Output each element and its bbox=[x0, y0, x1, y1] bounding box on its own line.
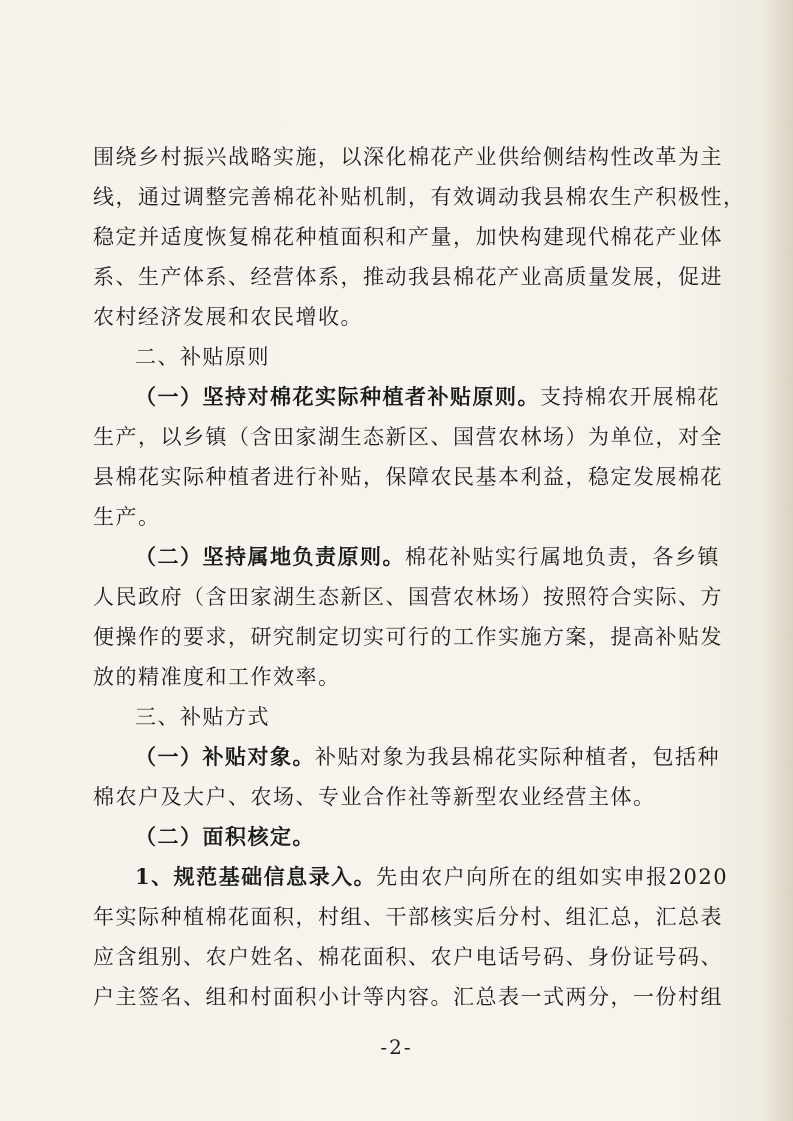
text-run: 便操作的要求，研究制定切实可行的工作实施方案，提高补贴发 bbox=[93, 625, 723, 649]
text-run: 围绕乡村振兴战略实施，以深化棉花产业供给侧结构性改革为主 bbox=[93, 145, 723, 169]
text-run: 线，通过调整完善棉花补贴机制，有效调动我县棉农生产积极性， bbox=[93, 185, 746, 209]
body-line-4 bbox=[93, 260, 723, 294]
body-line-19 bbox=[135, 860, 728, 894]
heading-text: 二、补贴原则 bbox=[135, 345, 270, 369]
body-line-11 bbox=[135, 540, 720, 574]
page-number: -2- bbox=[380, 1035, 413, 1059]
text-run: 县棉花实际种植者进行补贴，保障农民基本利益，稳定发展棉花 bbox=[93, 465, 723, 489]
body-line-2 bbox=[93, 180, 746, 214]
body-line-18 bbox=[135, 820, 315, 854]
text-run: 生产。 bbox=[93, 505, 161, 529]
text-run: 先由农户向所在的组如实申报2020 bbox=[376, 865, 729, 889]
text-run: 稳定并适度恢复棉花种植面积和产量，加快构建现代棉花产业体 bbox=[93, 225, 723, 249]
text-run: 应含组别、农户姓名、棉花面积、农户电话号码、身份证号码、 bbox=[93, 945, 723, 969]
subheading-bold: （一）补贴对象。 bbox=[135, 744, 315, 769]
text-run: 支持棉农开展棉花 bbox=[540, 385, 720, 409]
body-line-13 bbox=[93, 620, 723, 654]
text-run: 棉农户及大户、农场、专业合作社等新型农业经营主体。 bbox=[93, 785, 656, 809]
subheading-bold: （二）面积核定。 bbox=[135, 824, 315, 849]
body-line-14 bbox=[93, 660, 341, 694]
body-line-7 bbox=[135, 380, 720, 414]
body-line-21 bbox=[93, 940, 723, 974]
text-run: 放的精准度和工作效率。 bbox=[93, 665, 341, 689]
section-heading-3 bbox=[135, 700, 270, 734]
text-run: 系、生产体系、经营体系，推动我县棉花产业高质量发展，促进 bbox=[93, 265, 723, 289]
section-heading-2 bbox=[135, 340, 270, 374]
body-line-17 bbox=[93, 780, 656, 814]
body-line-5 bbox=[93, 300, 363, 334]
body-line-22 bbox=[93, 980, 723, 1014]
body-line-10 bbox=[93, 500, 161, 534]
body-line-8 bbox=[93, 420, 723, 454]
body-line-12 bbox=[93, 580, 723, 614]
text-run: 棉花补贴实行属地负责，各乡镇 bbox=[405, 545, 720, 569]
text-run: 户主签名、组和村面积小计等内容。汇总表一式两分，一份村组 bbox=[93, 985, 723, 1009]
text-run: 人民政府（含田家湖生态新区、国营农林场）按照符合实际、方 bbox=[93, 585, 723, 609]
text-run: 农村经济发展和农民增收。 bbox=[93, 305, 363, 329]
body-line-3 bbox=[93, 220, 723, 254]
body-line-20 bbox=[93, 900, 723, 934]
subheading-bold: 1、规范基础信息录入。 bbox=[135, 864, 377, 889]
body-line-16 bbox=[135, 740, 720, 774]
text-run: 生产，以乡镇（含田家湖生态新区、国营农林场）为单位，对全 bbox=[93, 425, 723, 449]
text-run: 年实际种植棉花面积，村组、干部核实后分村、组汇总，汇总表 bbox=[93, 905, 723, 929]
heading-text: 三、补贴方式 bbox=[135, 705, 270, 729]
subheading-bold: （二）坚持属地负责原则。 bbox=[135, 544, 405, 569]
text-run: 补贴对象为我县棉花实际种植者，包括种 bbox=[315, 745, 720, 769]
body-line-1 bbox=[93, 140, 723, 174]
body-line-9 bbox=[93, 460, 723, 494]
subheading-bold: （一）坚持对棉花实际种植者补贴原则。 bbox=[135, 384, 540, 409]
page-edge-shadow bbox=[765, 0, 793, 1121]
